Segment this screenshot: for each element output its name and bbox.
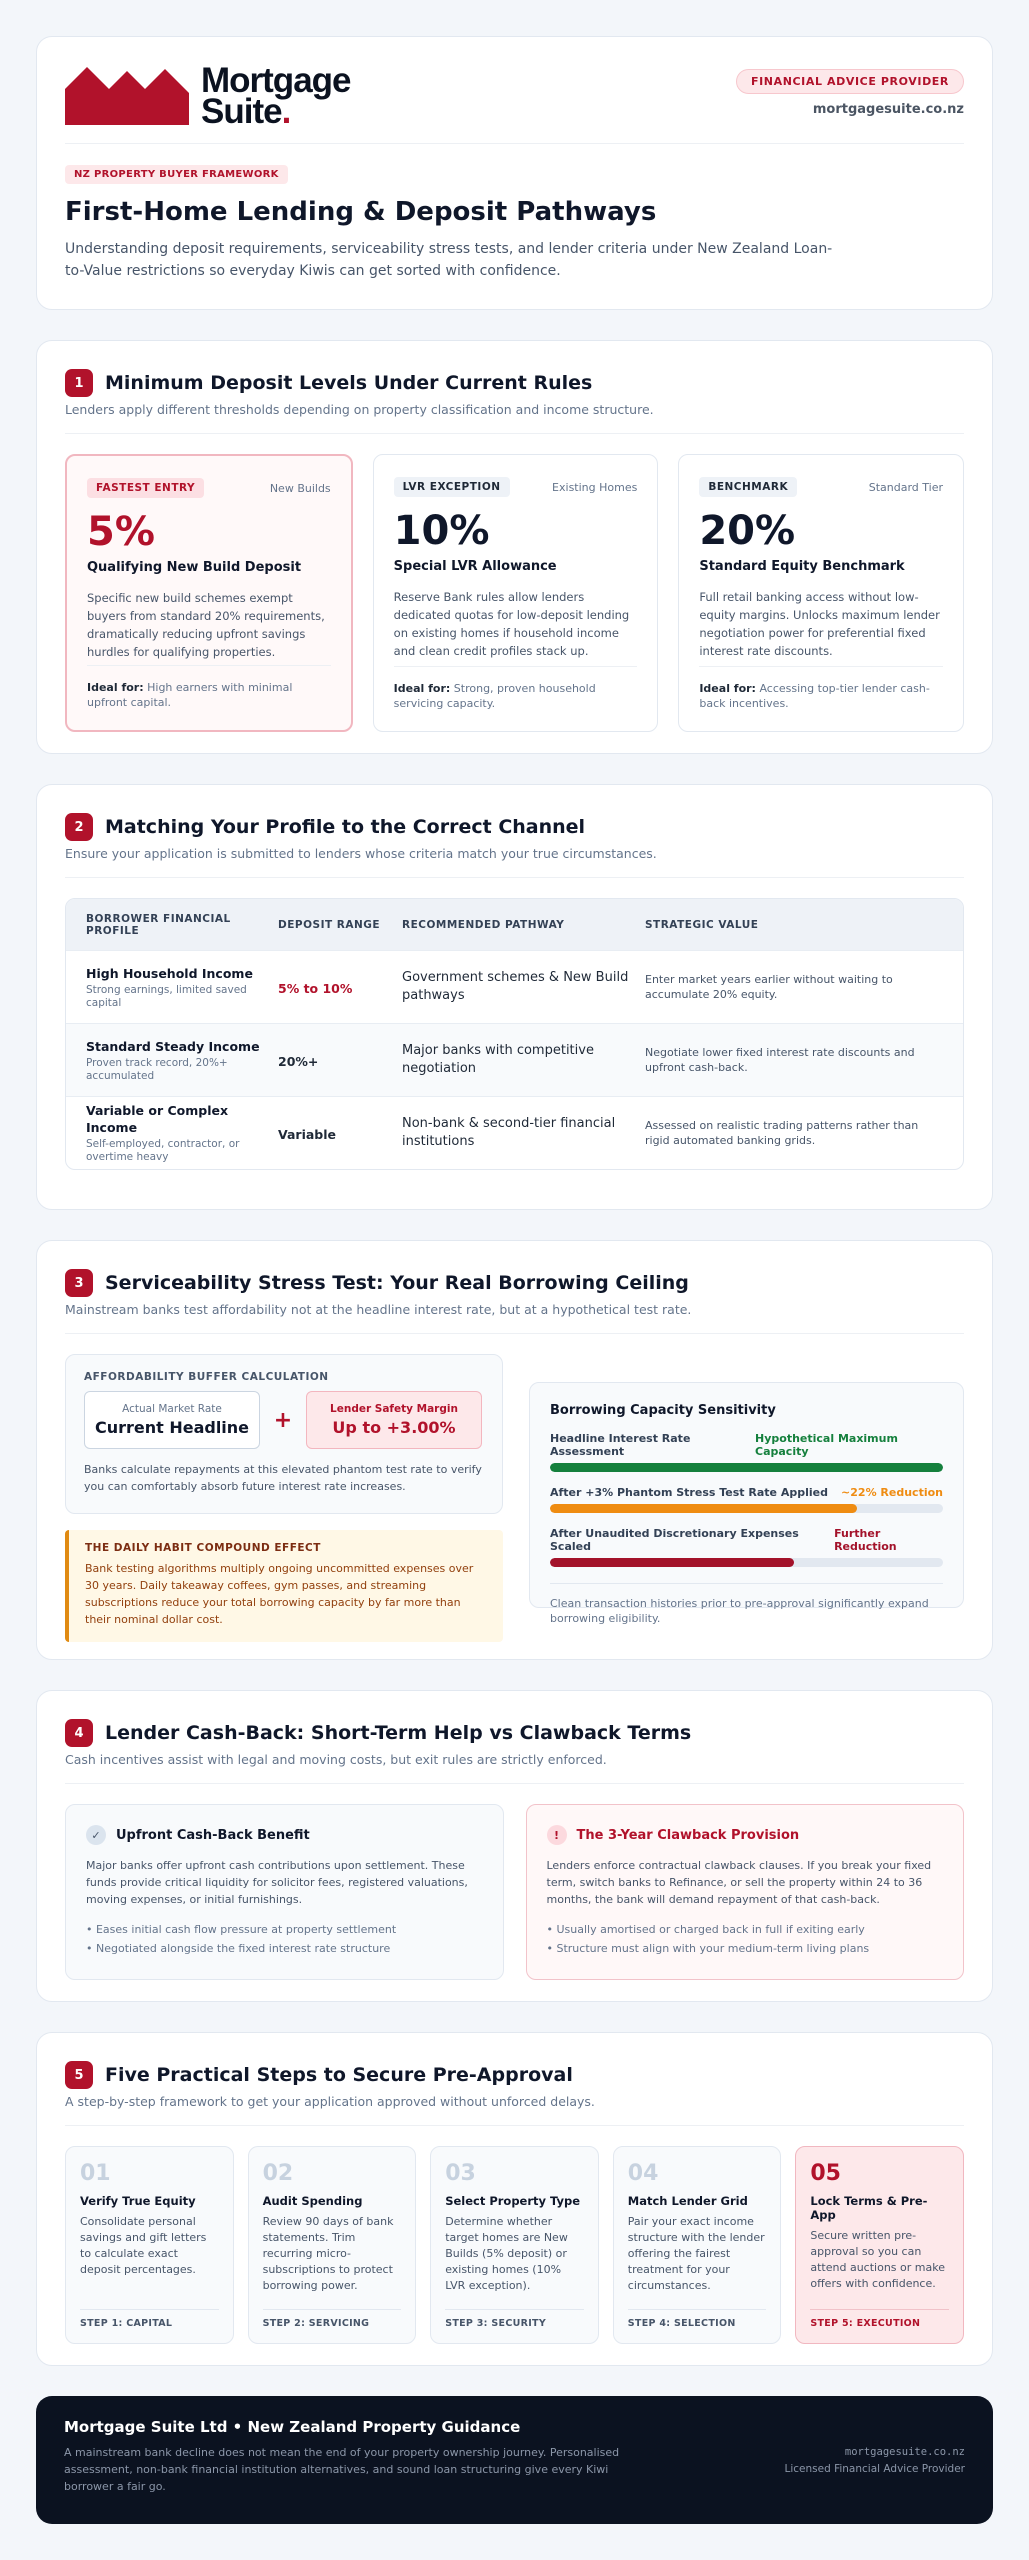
section-subtitle: Ensure your application is submitted to lenders whose criteria match your true circumstances. — [65, 846, 657, 861]
column-header: DEPOSIT RANGE — [278, 918, 381, 931]
profile-detail: Strong earnings, limited saved capital — [86, 983, 247, 1009]
table-header-row — [66, 899, 963, 950]
ideal-text: Accessing top-tier lender cash-back incentives. — [699, 682, 930, 710]
deposit-range: 5% to 10% — [278, 980, 353, 996]
step-description: Determine whether target homes are New Builds (5% deposit) or existing homes (10% LVR exception). — [445, 2215, 568, 2292]
tier-name: Special LVR Allowance — [393, 559, 557, 574]
bar-fill — [550, 1504, 857, 1513]
check-icon: ✓ — [86, 1825, 106, 1845]
section-title: Serviceability Stress Test: Your Real Borrowing Ceiling — [105, 1272, 689, 1294]
bar-fill — [550, 1558, 794, 1567]
step-description: Consolidate personal savings and gift letters to calculate exact deposit percentages. — [80, 2215, 207, 2276]
page-lead: Understanding deposit requirements, serviceability stress tests, and lender criteria under New Zealand Loan-to-Value restrictions so everyday Kiwis can get sorted with confidence. — [65, 241, 833, 279]
ideal-label: Ideal for: — [87, 681, 144, 694]
clawback-body: Lenders enforce contractual clawback clauses. If you break your fixed term, switch banks to Refinance, or sell the property within 24 to 36 months, the bank will demand repayment of that cash-back. — [546, 1859, 932, 1906]
ideal-label: Ideal for: — [699, 682, 756, 695]
section-heading — [65, 813, 964, 841]
section-title: Matching Your Profile to the Correct Channel — [105, 816, 586, 838]
deposit-range: 20%+ — [278, 1053, 319, 1069]
step-title: Audit Spending — [262, 2194, 363, 2208]
tier-ideal-for — [699, 666, 943, 711]
section-stress-test — [36, 1240, 993, 1660]
tier-percentage: 10% — [393, 508, 490, 554]
footer-body: A mainstream bank decline does not mean the end of your property ownership journey. Personalised assessment, non-bank financial institution alternatives, and sound loan structuring give every Kiwi borrower a fair go. — [64, 2446, 620, 2493]
section-subtitle: Lenders apply different thresholds depending on property classification and income structure. — [65, 402, 654, 417]
recommended-pathway: Major banks with competitive negotiation — [402, 1043, 594, 1076]
cash-back-comparison — [65, 1804, 964, 1980]
footer-license: Licensed Financial Advice Provider — [784, 2463, 965, 2475]
step-card — [65, 2146, 234, 2344]
bar-track — [550, 1504, 943, 1513]
tier-card-new-build — [65, 454, 353, 732]
step-number: 02 — [262, 2161, 294, 2186]
strategic-value: Assessed on realistic trading patterns rather than rigid automated banking grids. — [645, 1119, 919, 1147]
list-item: • Structure must align with your medium-term living plans — [546, 1942, 870, 1955]
tier-card-lvr-exception — [373, 454, 659, 732]
list-item: • Negotiated alongside the fixed interest rate structure — [86, 1942, 391, 1955]
logo[interactable] — [65, 61, 351, 131]
recommended-pathway: Non-bank & second-tier financial institutions — [402, 1116, 616, 1149]
step-number: 04 — [627, 2161, 659, 2186]
column-header: BORROWER FINANCIAL PROFILE — [86, 912, 231, 937]
page-title: First-Home Lending & Deposit Pathways — [65, 197, 657, 227]
column-header: STRATEGIC VALUE — [645, 918, 759, 931]
section-heading — [65, 1269, 964, 1297]
section-number-badge: 5 — [65, 2061, 93, 2089]
section-cash-back — [36, 1690, 993, 2002]
safety-margin-value: Up to +3.00% — [332, 1418, 456, 1437]
step-title: Match Lender Grid — [627, 2194, 748, 2208]
list-item: • Eases initial cash flow pressure at property settlement — [86, 1923, 397, 1936]
bar-track — [550, 1558, 943, 1567]
step-title: Verify True Equity — [80, 2194, 196, 2208]
section-deposit-levels — [36, 340, 993, 754]
tier-description: Specific new build schemes exempt buyers from standard 20% requirements, dramatically reducing upfront savings hurdles for qualifying properties. — [87, 591, 325, 659]
section-number-badge: 1 — [65, 369, 93, 397]
framework-tag: NZ PROPERTY BUYER FRAMEWORK — [65, 165, 288, 184]
step-title: Select Property Type — [445, 2194, 581, 2208]
bar-track — [550, 1463, 943, 1472]
logo-line-2: Suite — [201, 92, 282, 131]
section-divider — [65, 1783, 964, 1784]
tier-description: Reserve Bank rules allow lenders dedicated quotas for low-deposit lending on existing homes if household income and clean credit profiles stack up. — [393, 590, 630, 658]
warning-icon: ! — [547, 1825, 567, 1845]
step-number: 05 — [810, 2161, 841, 2186]
tier-category: Existing Homes — [552, 480, 638, 494]
header-card — [36, 36, 993, 310]
section-number-badge: 4 — [65, 1719, 93, 1747]
affordability-note: Banks calculate repayments at this elevated phantom test rate to verify you can comfortably absorb future interest rate increases. — [84, 1463, 482, 1493]
bar-status: Hypothetical Maximum Capacity — [755, 1432, 898, 1458]
tier-percentage: 20% — [699, 508, 796, 554]
strategic-value: Enter market years earlier without waiting to accumulate 20% equity. — [645, 973, 893, 1001]
section-divider — [65, 877, 964, 878]
step-description: Review 90 days of bank statements. Trim recurring micro-subscriptions to protect borrowing power. — [262, 2215, 394, 2292]
logo-dot: . — [281, 92, 291, 131]
section-subtitle: Mainstream banks test affordability not at the headline interest rate, but at a hypothetical test rate. — [65, 1302, 692, 1317]
header-divider — [65, 143, 964, 144]
step-card-active — [795, 2146, 964, 2344]
footer-right — [785, 2446, 966, 2475]
step-number: 01 — [80, 2161, 111, 2186]
bar-label: Headline Interest Rate Assessment — [550, 1432, 691, 1458]
tier-ideal-for — [394, 666, 638, 711]
step-title: Lock Terms & Pre-App — [810, 2194, 928, 2222]
section-number-badge: 3 — [65, 1269, 93, 1297]
step-label: STEP 4: SELECTION — [628, 2309, 767, 2329]
capacity-bar-row — [550, 1527, 943, 1567]
bar-label: After Unaudited Discretionary Expenses Scaled — [550, 1527, 799, 1553]
step-description: Secure written pre-approval so you can attend auctions or make offers with confidence. — [810, 2229, 945, 2290]
section-subtitle: A step-by-step framework to get your application approved without unforced delays. — [65, 2094, 595, 2109]
bar-status: ~22% Reduction — [841, 1486, 943, 1499]
profile-name: Variable or Complex Income — [86, 1103, 229, 1135]
step-number: 03 — [445, 2161, 476, 2186]
step-label: STEP 2: SERVICING — [263, 2309, 402, 2329]
market-rate-label: Actual Market Rate — [122, 1403, 222, 1415]
step-card — [248, 2146, 417, 2344]
safety-margin-box — [306, 1391, 482, 1449]
tier-ideal-for — [87, 665, 331, 710]
bar-status: Further Reduction — [834, 1527, 897, 1553]
buffer-equation — [84, 1391, 484, 1449]
logo-wordmark — [201, 61, 351, 131]
affordability-title: AFFORDABILITY BUFFER CALCULATION — [84, 1371, 329, 1383]
section-heading — [65, 1719, 964, 1747]
deposit-tiers — [65, 454, 964, 732]
list-item: • Usually amortised or charged back in full if exiting early — [546, 1923, 865, 1936]
steps-row — [65, 2146, 964, 2344]
clawback-list — [547, 1920, 944, 1958]
profile-detail: Self-employed, contractor, or overtime heavy — [86, 1138, 240, 1163]
section-heading — [65, 369, 964, 397]
section-heading — [65, 2061, 964, 2089]
profile-detail: Proven track record, 20%+ accumulated — [86, 1056, 228, 1082]
bar-label: After +3% Phantom Stress Test Rate Applied — [550, 1486, 828, 1499]
tier-badge: BENCHMARK — [699, 477, 797, 497]
safety-margin-label: Lender Safety Margin — [330, 1403, 458, 1415]
column-header: RECOMMENDED PATHWAY — [402, 918, 565, 931]
tier-category: New Builds — [269, 481, 331, 495]
tier-card-benchmark — [678, 454, 964, 732]
deposit-range: Variable — [278, 1126, 337, 1142]
capacity-bar-row — [550, 1432, 943, 1472]
step-label: STEP 5: EXECUTION — [810, 2309, 949, 2329]
step-card — [430, 2146, 599, 2344]
plus-sign: + — [273, 1407, 293, 1433]
table-row — [66, 1096, 963, 1169]
strategic-value: Negotiate lower fixed interest rate discounts and upfront cash-back. — [645, 1046, 915, 1074]
stress-left-column — [65, 1354, 503, 1642]
tier-percentage: 5% — [87, 509, 155, 555]
header-right — [736, 69, 964, 117]
benefit-title: Upfront Cash-Back Benefit — [116, 1827, 310, 1843]
provider-badge: FINANCIAL ADVICE PROVIDER — [736, 69, 964, 94]
table-row — [66, 1023, 963, 1096]
ideal-label: Ideal for: — [393, 682, 451, 695]
house-roofs-logo-icon — [65, 67, 189, 125]
clawback-title: The 3-Year Clawback Provision — [576, 1827, 800, 1843]
tier-description: Full retail banking access without low-equity margins. Unlocks maximum lender negotiation power for preferential fixed interest rate discounts. — [699, 590, 940, 658]
section-pre-approval-steps — [36, 2032, 993, 2366]
capacity-bar-row — [550, 1486, 943, 1513]
capacity-sensitivity-panel — [529, 1382, 964, 1625]
footer — [36, 2396, 993, 2524]
stress-layout — [65, 1354, 964, 1642]
benefit-body: Major banks offer upfront cash contributions upon settlement. These funds provide critical liquidity for solicitor fees, registered valuations, moving expenses, or initial furnishings. — [86, 1859, 468, 1906]
table-row — [66, 950, 963, 1023]
section-divider — [65, 2125, 964, 2126]
header-website-link[interactable]: mortgagesuite.co.nz — [812, 102, 964, 117]
clawback-panel — [526, 1804, 965, 1980]
step-label: STEP 1: CAPITAL — [80, 2309, 219, 2329]
step-card — [613, 2146, 782, 2344]
tier-badge: FASTEST ENTRY — [87, 478, 204, 498]
daily-habit-callout — [65, 1530, 503, 1642]
bar-fill — [550, 1463, 943, 1472]
section-divider — [65, 433, 964, 434]
section-title: Lender Cash-Back: Short-Term Help vs Clawback Terms — [105, 1722, 692, 1744]
habit-body: Bank testing algorithms multiply ongoing uncommitted expenses over 30 years. Daily takeaway coffees, gym passes, and streaming subscriptions reduce your total borrowing capacity by far more than their nominal dollar cost. — [85, 1562, 474, 1626]
sensitivity-title: Borrowing Capacity Sensitivity — [550, 1403, 776, 1418]
section-profile-matching — [36, 784, 993, 1210]
section-subtitle: Cash incentives assist with legal and moving costs, but exit rules are strictly enforced. — [65, 1752, 607, 1767]
section-number-badge: 2 — [65, 813, 93, 841]
step-label: STEP 3: SECURITY — [445, 2309, 584, 2329]
recommended-pathway: Government schemes & New Build pathways — [402, 970, 629, 1003]
step-description: Pair your exact income structure with the lender offering the fairest treatment for your circumstances. — [627, 2215, 765, 2292]
tier-category: Standard Tier — [868, 480, 944, 494]
sensitivity-note: Clean transaction histories prior to pre-approval significantly expand borrowing eligibility. — [550, 1583, 943, 1626]
habit-title: THE DAILY HABIT COMPOUND EFFECT — [85, 1542, 321, 1554]
ideal-text: High earners with minimal upfront capital. — [87, 681, 293, 709]
section-divider — [65, 1333, 964, 1334]
benefit-panel — [65, 1804, 504, 1980]
tier-name: Standard Equity Benchmark — [699, 559, 905, 574]
ideal-text: Strong, proven household servicing capacity. — [393, 682, 596, 710]
market-rate-box — [84, 1391, 260, 1449]
affordability-buffer-panel — [65, 1354, 503, 1514]
profile-table — [65, 898, 964, 1170]
tier-name: Qualifying New Build Deposit — [87, 560, 302, 575]
tier-badge: LVR EXCEPTION — [394, 477, 510, 497]
logo-line-1: Mortgage — [201, 61, 351, 100]
footer-title: Mortgage Suite Ltd • New Zealand Property Guidance — [64, 2418, 521, 2436]
market-rate-value: Current Headline — [94, 1418, 250, 1437]
section-title: Five Practical Steps to Secure Pre-Approval — [105, 2064, 573, 2086]
benefit-list — [86, 1920, 483, 1958]
section-title: Minimum Deposit Levels Under Current Rules — [105, 372, 593, 394]
profile-name: High Household Income — [86, 965, 253, 981]
footer-website-link[interactable]: mortgagesuite.co.nz — [844, 2446, 965, 2458]
profile-name: Standard Steady Income — [86, 1038, 260, 1054]
